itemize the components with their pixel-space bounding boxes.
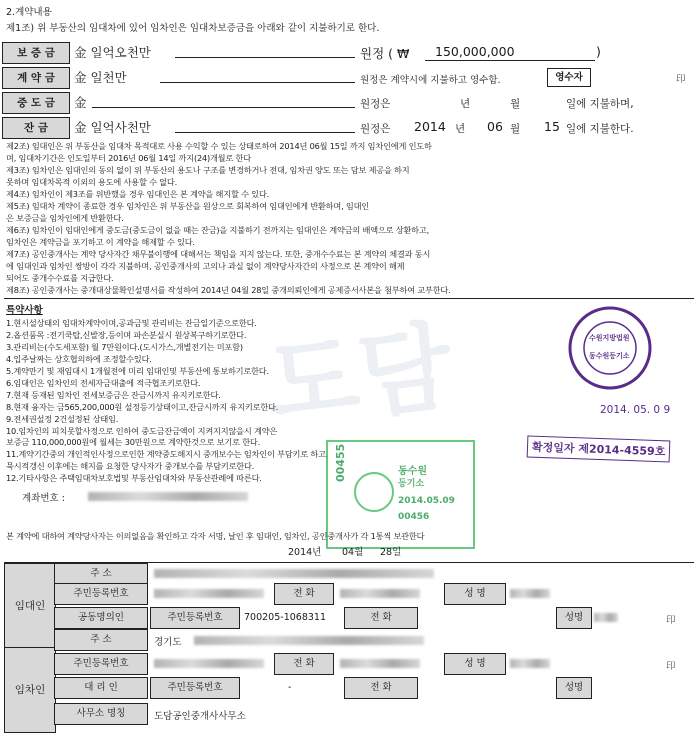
special-item: 10.임차인의 피치못할사정으로 인하여 중도금잔금액이 지켜지지않을시 계약은 — [6, 426, 278, 436]
agent-id-label: 주민등록번호 — [150, 677, 240, 699]
contract-underline — [160, 82, 355, 83]
deposit-label: 보 증 금 — [2, 42, 70, 64]
co-owner-name-redacted — [594, 613, 618, 622]
contract-label: 계 약 금 — [2, 67, 70, 89]
court-seal-bottom: 동수원등기소 — [589, 352, 630, 360]
middle-year: 년 — [460, 98, 471, 110]
office-name-value: 도담공인중개사사무소 — [154, 711, 246, 722]
tenant-id-label: 주민등록번호 — [54, 653, 148, 675]
landlord-seal: 印 — [666, 615, 676, 626]
balance-tail: 일에 지불한다. — [566, 123, 634, 135]
article-line: 임차인은 계약금을 포기하고 이 계약을 해제할 수 있다. — [6, 237, 195, 247]
contract-receiver: 영수자 — [547, 68, 591, 87]
special-item: 5.계약만기 및 재임대시 1개월전에 미리 임대인및 부동산에 통보하기로한다. — [6, 366, 269, 376]
article-line: 제4조) 임차인이 제3조를 위반했을 경우 임대인은 본 계약을 해지할 수 있다. — [6, 189, 270, 199]
deposit-amount: 150,000,000 — [435, 44, 515, 59]
registry-stamp-ring: 등기소 — [398, 479, 425, 489]
deposit-close: ) — [596, 44, 601, 59]
contract-note: 원정은 계약시에 지불하고 영수함. — [360, 75, 501, 86]
special-item: 2.옵션품목 :전기쿡탑,신발장,등이며 파손분실시 원상복구하기로한다. — [6, 330, 247, 340]
party-table — [4, 562, 694, 731]
tenant-address-value: 경기도 — [154, 637, 182, 648]
special-item: 7.현재 등재된 임차인 전세보증금은 잔금시까지 유지키로한다. — [6, 390, 221, 400]
landlord-phone-redacted — [340, 589, 420, 598]
sign-month: 04월 — [342, 547, 364, 558]
co-owner-phone-label: 전 화 — [344, 607, 418, 629]
deposit-amount-korean: 金 일억오천만 — [74, 45, 151, 60]
article-line: 며, 임대차기간은 인도일부터 2016년 06월 14일 까지(24)개월로 한다 — [6, 153, 251, 163]
co-owner-id-label: 주민등록번호 — [150, 607, 240, 629]
co-owner-label: 공동명의인 — [54, 607, 148, 629]
registry-stamp-office: 동수원 — [398, 466, 427, 477]
special-item: 6.임대인은 임차인의 전세자금대출에 적극협조키로한다. — [6, 378, 201, 388]
article-line: 에 임대인과 임차인 쌍방이 각각 지불하며, 공인중개사의 고의나 과실 없이 계약당사자간의 사정으로 본 계약이 해제 — [6, 261, 405, 271]
balance-nyeon: 년 — [455, 123, 466, 135]
article-line: 제5조) 임대차 계약이 종료한 경우 임차인은 위 부동산을 원상으로 회복하여 임대인에게 반환하며, 임대인 — [6, 201, 370, 211]
registry-stamp-number: 00455 — [334, 443, 347, 482]
registry-emblem-icon — [354, 472, 394, 512]
middle-won: 원정은 — [360, 98, 391, 110]
article-line: 제8조) 공인중개사는 중개대상물확인설명서를 작성하여 2014년 04월 28일 중개의뢰인에게 공제증서사본을 첨부하여 교부한다. — [6, 285, 451, 295]
landlord-role: 임대인 — [4, 563, 56, 649]
agent-name-label: 성명 — [556, 677, 592, 699]
account-label: 계좌번호 : — [22, 493, 65, 504]
article-line: 제3조) 임차인은 임대인의 동의 없이 위 부동산의 용도나 구조를 변경하거나 전대, 임차권 양도 또는 담보 제공을 하지 — [6, 165, 410, 175]
section-title: 2.계약내용 — [6, 7, 52, 18]
tenant-address-redacted — [194, 636, 424, 645]
middle-amount-korean: 金 — [74, 95, 87, 110]
article-line: 되어도 중개수수료를 지급한다. — [6, 273, 114, 283]
office-name-label: 사무소 명칭 — [54, 703, 148, 725]
tenant-phone-redacted — [340, 659, 420, 668]
deposit-amount-underline — [425, 60, 595, 61]
balance-won: 원정은 — [360, 123, 391, 135]
contract-amount-korean: 金 일천만 — [74, 70, 127, 85]
special-item: 11.계약기간중의 개인적인사정으로인한 계약중도해지시 중개보수는 임차인이 부담키로 하고, — [6, 449, 329, 459]
special-item: 3.관리비는(수도세포함) 월 7만원이다.(도시가스,개별전기는 미포함) — [6, 342, 243, 352]
middle-day: 일에 지불하며, — [566, 98, 634, 110]
agent-label: 대 리 인 — [54, 677, 148, 699]
tenant-id-redacted — [154, 659, 264, 668]
landlord-name-label: 성 명 — [444, 583, 506, 605]
tenant-name-redacted — [510, 659, 550, 668]
co-owner-name-label: 성명 — [556, 607, 592, 629]
landlord-address-label: 주 소 — [54, 563, 148, 585]
special-item: 4.입주날짜는 상호협의하에 조정할수있다. — [6, 354, 152, 364]
special-title: 특약사항 — [6, 305, 43, 316]
court-seal-stamp — [567, 305, 653, 391]
balance-month: 06 — [487, 119, 503, 134]
registry-stamp-seq: 00456 — [398, 512, 430, 522]
deposit-underline — [175, 57, 355, 58]
tenant-name-label: 성 명 — [444, 653, 506, 675]
middle-underline — [92, 107, 355, 108]
confirm-text: 본 계약에 대하여 계약당사자는 이의없음을 확인하고 각자 서명, 날인 후 임대인, 임차인, 공인중개사가 각 1통씩 보관한다 — [6, 531, 425, 541]
balance-year: 2014 — [414, 119, 446, 134]
court-seal-date: 2014. 05. 0 9 — [600, 404, 671, 416]
article-line: 제6조) 임차인이 임대인에게 중도금(중도금이 없을 때는 잔금)을 지불하기 전까지는 임대인은 계약금의 배액으로 상환하고, — [6, 225, 429, 235]
contract-seal: 印 — [676, 74, 686, 85]
balance-day: 15 — [544, 119, 560, 134]
article-line: 제2조) 임대인은 위 부동산을 임대차 목적대로 사용 수익할 수 있는 상태로하여 2014년 06월 15일 까지 임차인에게 인도하 — [6, 141, 432, 151]
tenant-address-label: 주 소 — [54, 629, 148, 651]
agent-id-value: - — [288, 682, 292, 693]
sign-year: 2014년 — [288, 547, 322, 558]
special-item: 1.현시설상태의 임대차계약이며,공과금및 관리비는 잔금일기준으로한다. — [6, 318, 257, 328]
registry-stamp-date: 2014.05.09 — [398, 496, 455, 506]
middle-label: 중 도 금 — [2, 92, 70, 114]
balance-underline — [175, 132, 355, 133]
watermark: 도담 — [260, 310, 457, 442]
article-line: 제7조) 공인중개사는 계약 당사자간 채무불이행에 대해서는 책임을 지지 않는다. 또한, 중개수수료는 본 계약의 체결과 동시 — [6, 249, 431, 259]
court-seal-top: 수원지방법원 — [589, 334, 630, 342]
special-divider — [4, 298, 694, 299]
landlord-id-label: 주민등록번호 — [54, 583, 148, 605]
special-item: 묵시적갱신 이후에는 해지를 요청한 당사자가 중개보수를 부담키로한다. — [6, 461, 255, 471]
confirm-date-stamp: 확정일자 제2014-4559호 — [527, 436, 671, 463]
landlord-name-redacted — [510, 589, 550, 598]
landlord-phone-label: 전 화 — [274, 583, 334, 605]
balance-wol: 월 — [510, 123, 521, 135]
middle-month: 월 — [510, 98, 521, 110]
account-number-redacted — [88, 492, 248, 501]
article-1: 제1조) 위 부동산의 임대차에 있어 임차인은 임대차보증금을 아래와 같이 지불하기로 한다. — [6, 23, 380, 34]
balance-label: 잔 금 — [2, 117, 70, 139]
balance-amount-korean: 金 일억사천만 — [74, 120, 151, 135]
special-item: 8.현재 융자는 금565,200,000원 설정등기상태이고,잔금시까지 유지키로한다. — [6, 402, 279, 412]
article-line: 못하며 임대차목적 이외의 용도에 사용할 수 없다. — [6, 177, 178, 187]
article-line: 은 보증금을 임차인에게 반환한다. — [6, 213, 124, 223]
landlord-id-redacted — [154, 589, 264, 598]
special-item: 9.전세권설정 2건설정된 상태임. — [6, 414, 119, 424]
deposit-currency: 원정 ( ₩ — [360, 46, 410, 61]
special-item: 보증금 110,000,000원에 월세는 30만원으로 계약한것으로 보기로 한다. — [6, 437, 261, 447]
special-item: 12.기타사항은 주택임대차보호법및 부동산임대차와 부동산관례에 따른다. — [6, 473, 262, 483]
tenant-seal: 印 — [666, 661, 676, 672]
tenant-role: 임차인 — [4, 647, 56, 733]
agent-phone-label: 전 화 — [344, 677, 418, 699]
co-owner-id-value: 700205-1068311 — [244, 612, 327, 623]
tenant-phone-label: 전 화 — [274, 653, 334, 675]
landlord-address-redacted — [154, 569, 434, 578]
sign-day: 28일 — [380, 547, 402, 558]
